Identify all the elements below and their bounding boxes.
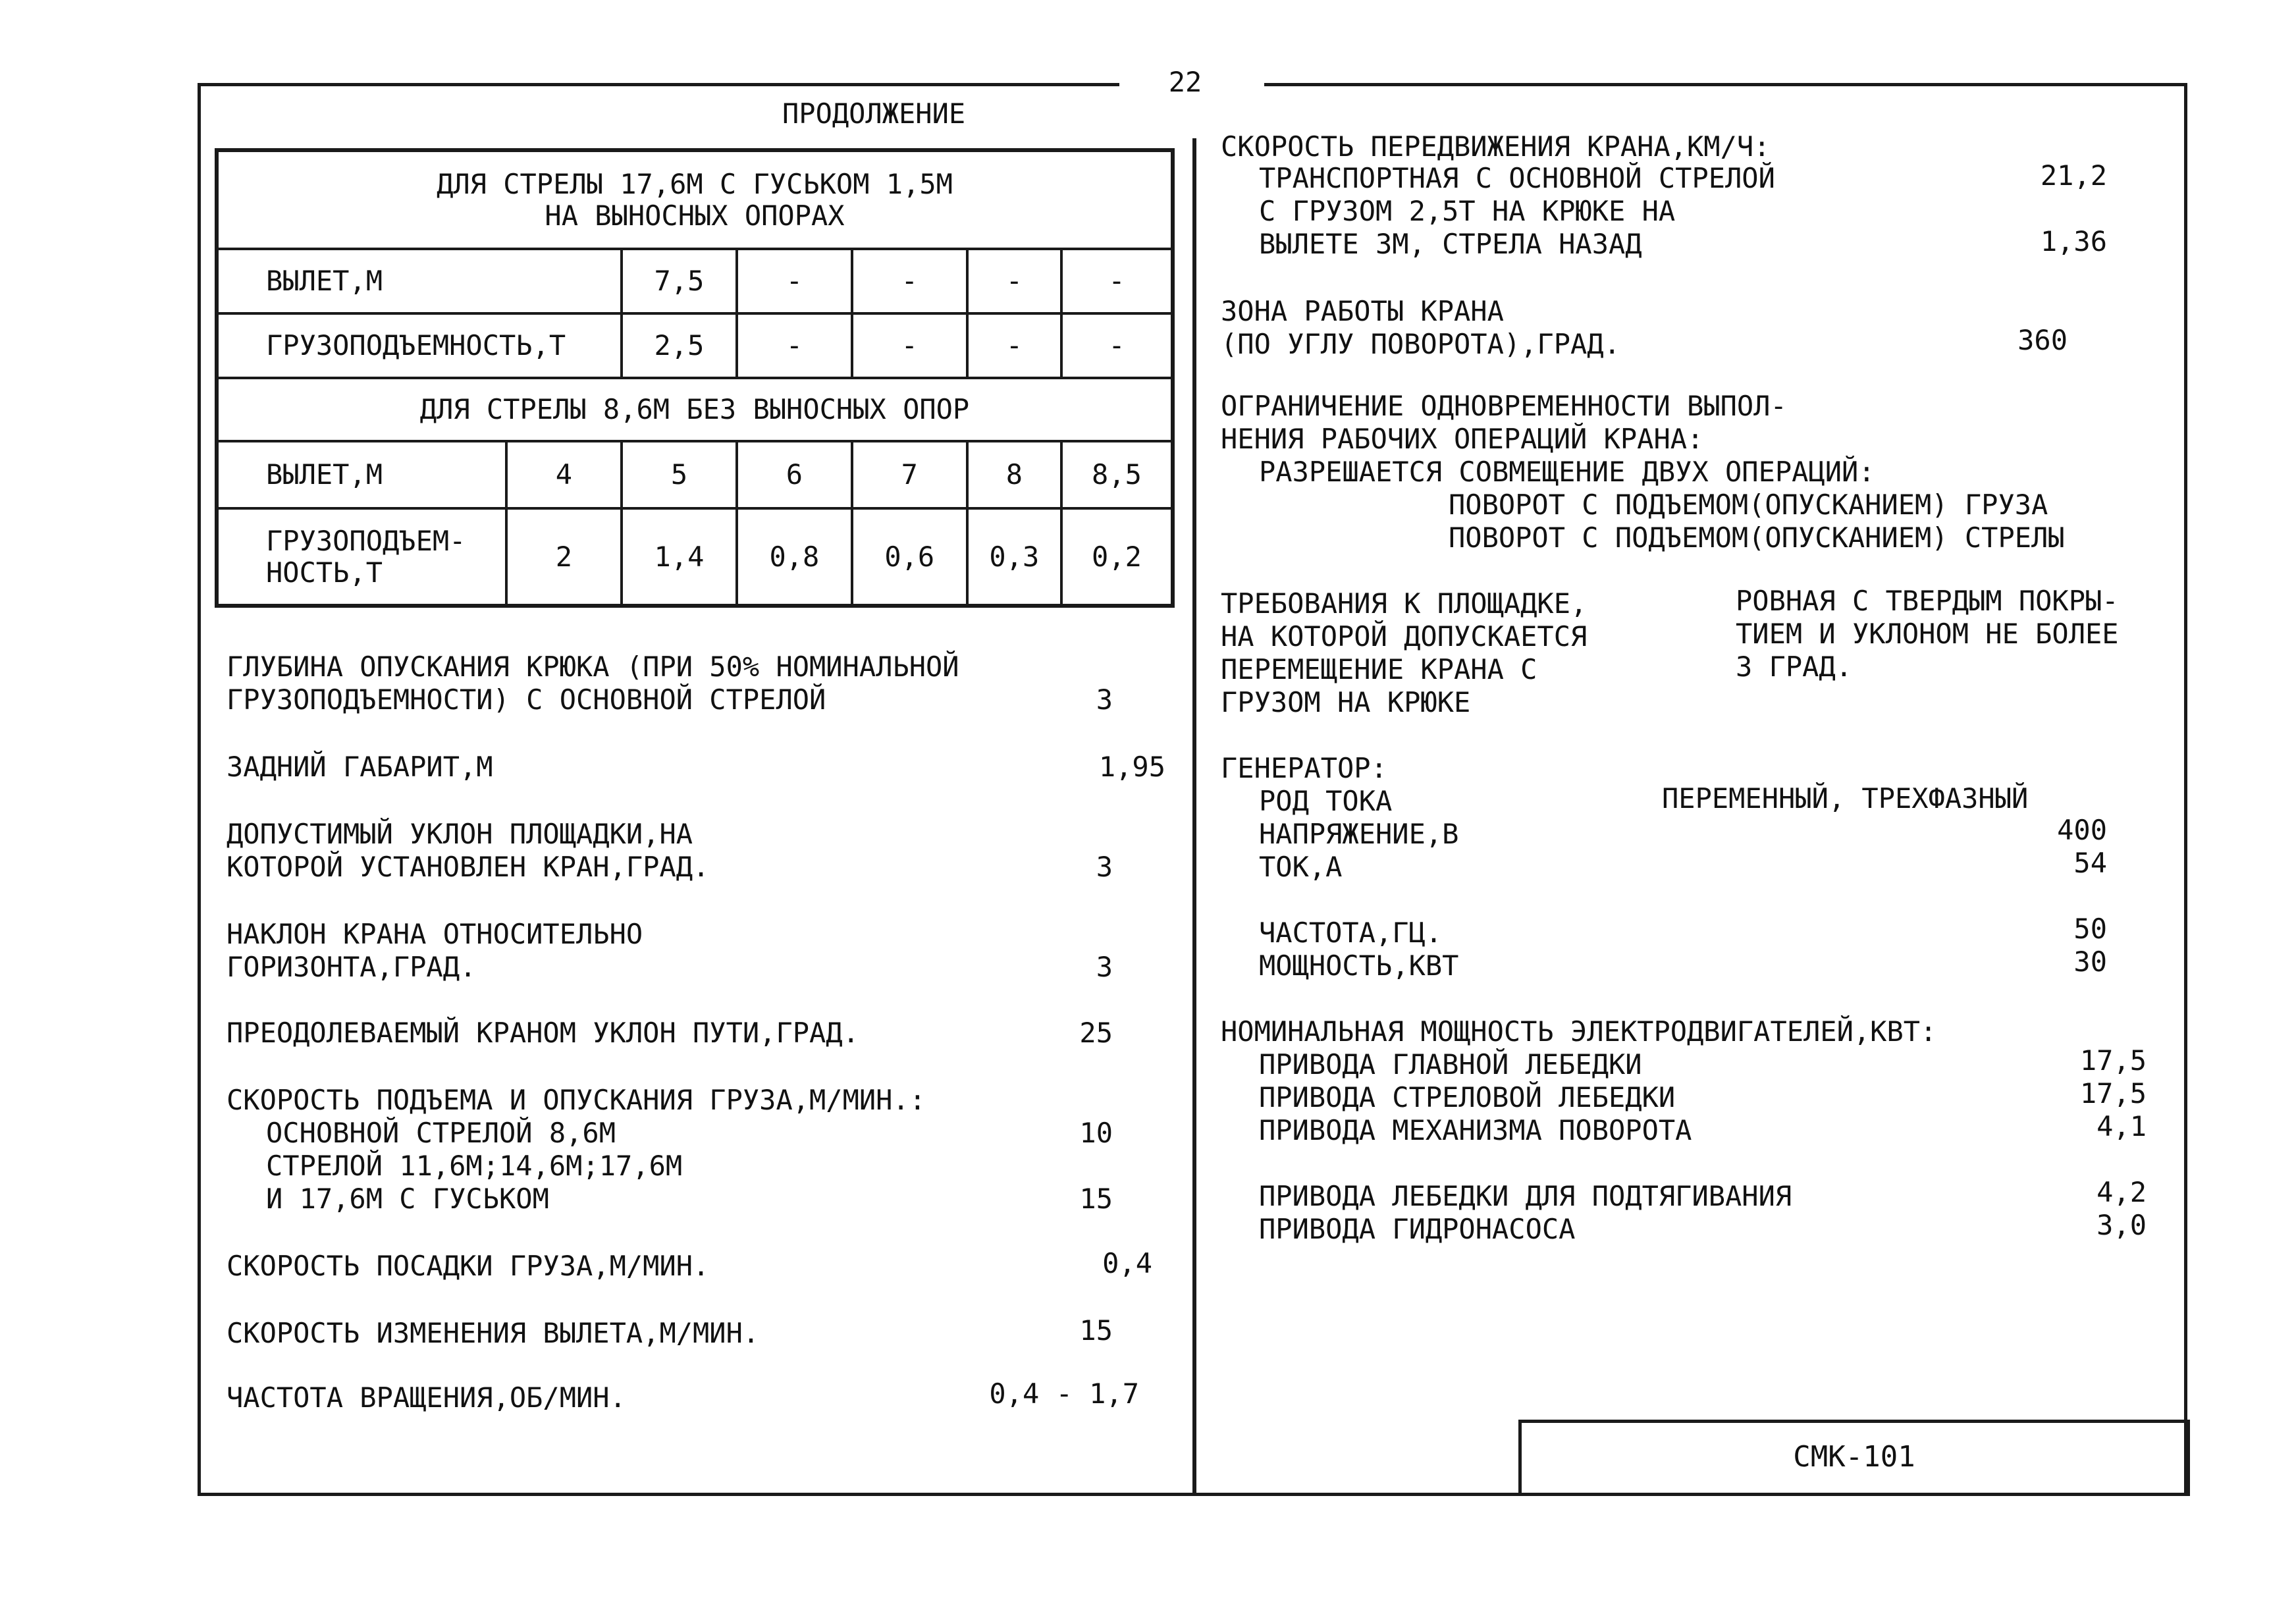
rotation-label: ЧАСТОТА ВРАЩЕНИЯ,ОБ/МИН. <box>227 1381 626 1414</box>
boom2-heading: ДЛЯ СТРЕЛЫ 8,6М БЕЗ ВЫНОСНЫХ ОПОР <box>217 378 1173 441</box>
motor-slew-label: ПРИВОДА МЕХАНИЗМА ПОВОРОТА <box>1259 1114 1692 1146</box>
boom2-capacity-label-line2: НОСТЬ,Т <box>266 556 383 589</box>
boom1-heading-line1: ДЛЯ СТРЕЛЫ 17,6М С ГУСЬКОМ 1,5М <box>437 167 953 200</box>
gen-voltage-label: НАПРЯЖЕНИЕ,В <box>1259 818 1459 850</box>
site-val-line3: 3 ГРАД. <box>1736 651 1853 683</box>
table-cell: 0,2 <box>1061 508 1173 606</box>
table-cell: - <box>967 313 1061 378</box>
hook-depth-value: 3 <box>1096 683 1113 716</box>
gen-power-value: 30 <box>2073 946 2107 978</box>
load-chart-table <box>215 148 1175 608</box>
table-cell: - <box>852 249 967 313</box>
landing-label: СКОРОСТЬ ПОСАДКИ ГРУЗА,М/МИН. <box>227 1250 710 1282</box>
rear-clearance-value: 1,95 <box>1098 751 1165 783</box>
lift-speed-other-line1: СТРЕЛОЙ 11,6М;14,6М;17,6М <box>266 1150 683 1182</box>
table-cell: 2,5 <box>622 313 737 378</box>
boom1-reach-label: ВЫЛЕТ,М <box>217 249 622 313</box>
boom1-capacity-label: ГРУЗОПОДЪЕМНОСТЬ,Т <box>217 313 622 378</box>
travel-transport-label: ТРАНСПОРТНАЯ С ОСНОВНОЙ СТРЕЛОЙ <box>1259 162 1775 194</box>
gen-current-label: ТОК,А <box>1259 851 1343 883</box>
column-divider <box>1192 138 1196 1496</box>
table-cell: 4 <box>506 441 622 508</box>
motor-pull-winch-label: ПРИВОДА ЛЕБЕДКИ ДЛЯ ПОДТЯГИВАНИЯ <box>1259 1180 1792 1212</box>
table-row <box>217 150 1173 249</box>
site-req-line2: НА КОТОРОЙ ДОПУСКАЕТСЯ <box>1221 620 1588 653</box>
continuation-title: ПРОДОЛЖЕНИЕ <box>782 97 966 130</box>
gen-freq-label: ЧАСТОТА,ГЦ. <box>1259 917 1443 949</box>
limit-line1: ОГРАНИЧЕНИЕ ОДНОВРЕМЕННОСТИ ВЫПОЛ- <box>1221 390 1787 422</box>
grade-value: 25 <box>1079 1017 1113 1049</box>
limit-line2: НЕНИЯ РАБОЧИХ ОПЕРАЦИЙ КРАНА: <box>1221 423 1704 455</box>
boom2-reach-label: ВЫЛЕТ,М <box>217 441 506 508</box>
tilt-value: 3 <box>1096 951 1113 983</box>
table-cell: - <box>967 249 1061 313</box>
table-row <box>217 313 1173 378</box>
motor-main-winch-value: 17,5 <box>2079 1044 2147 1077</box>
page-number: 22 <box>1168 66 1202 98</box>
site-req-line4: ГРУЗОМ НА КРЮКЕ <box>1221 686 1471 718</box>
gen-current-value: 54 <box>2073 847 2107 879</box>
hook-depth-line1: ГЛУБИНА ОПУСКАНИЯ КРЮКА (ПРИ 50% НОМИНАЛЬНОЙ <box>227 651 959 683</box>
table-cell: 5 <box>622 441 737 508</box>
table-cell: 0,3 <box>967 508 1061 606</box>
rear-clearance-label: ЗАДНИЙ ГАБАРИТ,М <box>227 751 493 783</box>
hook-depth-line2: ГРУЗОПОДЪЕМНОСТИ) С ОСНОВНОЙ СТРЕЛОЙ <box>227 683 826 716</box>
table-row <box>217 249 1173 313</box>
table-cell: 8 <box>967 441 1061 508</box>
table-cell: - <box>737 249 852 313</box>
zone-value: 360 <box>2017 324 2068 356</box>
gen-freq-value: 50 <box>2073 913 2107 945</box>
table-cell: - <box>852 313 967 378</box>
rotation-value: 0,4 - 1,7 <box>989 1377 1139 1410</box>
table-cell: 8,5 <box>1061 441 1173 508</box>
boom1-heading-line2: НА ВЫНОСНЫХ ОПОРАХ <box>545 199 845 232</box>
lift-speed-other-line2: И 17,6М С ГУСЬКОМ <box>266 1183 549 1215</box>
lift-speed-title: СКОРОСТЬ ПОДЪЕМА И ОПУСКАНИЯ ГРУЗА,М/МИН.: <box>227 1084 926 1116</box>
gen-title: ГЕНЕРАТОР: <box>1221 752 1387 784</box>
table-row <box>217 508 1173 606</box>
document-stamp <box>1518 1420 2190 1496</box>
slope-line2: КОТОРОЙ УСТАНОВЛЕН КРАН,ГРАД. <box>227 851 710 883</box>
table-cell: - <box>737 313 852 378</box>
motor-main-winch-label: ПРИВОДА ГЛАВНОЙ ЛЕБЕДКИ <box>1259 1048 1642 1081</box>
motors-title: НОМИНАЛЬНАЯ МОЩНОСТЬ ЭЛЕКТРОДВИГАТЕЛЕЙ,КВТ: <box>1221 1015 1937 1048</box>
travel-load-line2: ВЫЛЕТЕ 3М, СТРЕЛА НАЗАД <box>1259 228 1642 260</box>
motor-pump-value: 3,0 <box>2096 1209 2147 1241</box>
lift-speed-other-value: 15 <box>1079 1183 1113 1215</box>
table-row <box>217 441 1173 508</box>
travel-load-line1: С ГРУЗОМ 2,5Т НА КРЮКЕ НА <box>1259 195 1676 227</box>
table-cell: 0,8 <box>737 508 852 606</box>
motor-pull-winch-value: 4,2 <box>2096 1176 2147 1208</box>
travel-load-value: 1,36 <box>2040 225 2107 257</box>
table-cell: - <box>1061 249 1173 313</box>
table-cell: 6 <box>737 441 852 508</box>
boom2-capacity-label <box>217 508 506 606</box>
zone-line1: ЗОНА РАБОТЫ КРАНА <box>1221 295 1504 327</box>
table-cell: 1,4 <box>622 508 737 606</box>
limit-line3: РАЗРЕШАЕТСЯ СОВМЕЩЕНИЕ ДВУХ ОПЕРАЦИЙ: <box>1259 456 1875 488</box>
table-cell: 7 <box>852 441 967 508</box>
gen-power-label: МОЩНОСТЬ,КВТ <box>1259 949 1459 982</box>
gen-current-type-label: РОД ТОКА <box>1259 785 1393 817</box>
motor-boom-winch-value: 17,5 <box>2079 1077 2147 1109</box>
table-cell: 0,6 <box>852 508 967 606</box>
site-req-line1: ТРЕБОВАНИЯ К ПЛОЩАДКЕ, <box>1221 587 1588 620</box>
site-req-line3: ПЕРЕМЕЩЕНИЕ КРАНА С <box>1221 653 1537 685</box>
tilt-line1: НАКЛОН КРАНА ОТНОСИТЕЛЬНО <box>227 918 643 950</box>
travel-title: СКОРОСТЬ ПЕРЕДВИЖЕНИЯ КРАНА,КМ/Ч: <box>1221 130 1771 163</box>
motor-slew-value: 4,1 <box>2096 1110 2147 1142</box>
boom1-heading <box>217 150 1173 249</box>
motor-boom-winch-label: ПРИВОДА СТРЕЛОВОЙ ЛЕБЕДКИ <box>1259 1081 1676 1113</box>
boom2-capacity-label-line1: ГРУЗОПОДЪЕМ- <box>266 524 466 557</box>
travel-transport-value: 21,2 <box>2040 159 2107 192</box>
table-cell: 7,5 <box>622 249 737 313</box>
zone-line2: (ПО УГЛУ ПОВОРОТА),ГРАД. <box>1221 328 1620 360</box>
reach-change-label: СКОРОСТЬ ИЗМЕНЕНИЯ ВЫЛЕТА,М/МИН. <box>227 1317 760 1349</box>
site-val-line2: ТИЕМ И УКЛОНОМ НЕ БОЛЕЕ <box>1736 618 2119 650</box>
reach-change-value: 15 <box>1079 1314 1113 1347</box>
slope-line1: ДОПУСТИМЫЙ УКЛОН ПЛОЩАДКИ,НА <box>227 818 693 850</box>
grade-label: ПРЕОДОЛЕВАЕМЫЙ КРАНОМ УКЛОН ПУТИ,ГРАД. <box>227 1017 859 1049</box>
tilt-line2: ГОРИЗОНТА,ГРАД. <box>227 951 477 983</box>
table-cell: 2 <box>506 508 622 606</box>
gen-voltage-value: 400 <box>2057 814 2107 846</box>
limit-line5: ПОВОРОТ С ПОДЪЕМОМ(ОПУСКАНИЕМ) СТРЕЛЫ <box>1449 521 2065 554</box>
table-row <box>217 378 1173 441</box>
gen-current-type-value: ПЕРЕМЕННЫЙ, ТРЕХФАЗНЫЙ <box>1662 782 2029 815</box>
document-code: СМК-101 <box>1793 1440 1915 1474</box>
slope-value: 3 <box>1096 851 1113 883</box>
landing-value: 0,4 <box>1102 1247 1152 1279</box>
lift-speed-main-value: 10 <box>1079 1117 1113 1149</box>
site-val-line1: РОВНАЯ С ТВЕРДЫМ ПОКРЫ- <box>1736 585 2119 617</box>
lift-speed-main-label: ОСНОВНОЙ СТРЕЛОЙ 8,6М <box>266 1117 616 1149</box>
limit-line4: ПОВОРОТ С ПОДЪЕМОМ(ОПУСКАНИЕМ) ГРУЗА <box>1449 489 2048 521</box>
table-cell: - <box>1061 313 1173 378</box>
motor-pump-label: ПРИВОДА ГИДРОНАСОСА <box>1259 1213 1576 1245</box>
